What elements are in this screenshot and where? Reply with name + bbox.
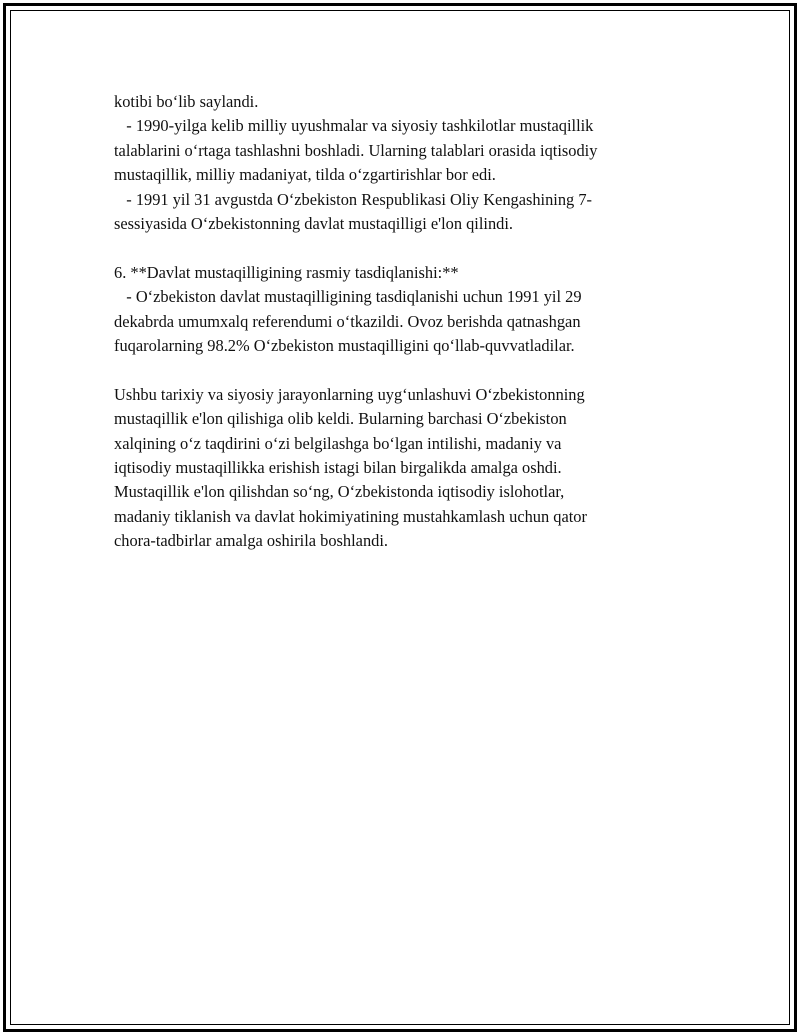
text-line: talablarini o‘rtaga tashlashni boshladi. Ularning talablari orasida iqtisodiy	[114, 140, 598, 160]
text-line: kotibi bo‘lib saylandi.	[114, 92, 259, 111]
document-body	[114, 90, 674, 554]
paragraph-block-2	[114, 261, 674, 359]
text-line: - 1990-yilga kelib milliy uyushmalar va siyosiy tashkilotlar mustaqillik	[114, 116, 594, 136]
text-line: - O‘zbekiston davlat mustaqilligining tasdiqlanishi uchun 1991 yil 29	[114, 287, 582, 307]
text-line: - 1991 yil 31 avgustda O‘zbekiston Respublikasi Oliy Kengashining 7-	[114, 189, 593, 209]
text-line: sessiyasida O‘zbekistonning davlat mustaqilligi e'lon qilindi.	[114, 214, 514, 234]
text-line: dekabrda umumxalq referendumi o‘tkazildi. Ovoz berishda qatnashgan	[114, 311, 581, 331]
text-line: iqtisodiy mustaqillikka erishish istagi bilan birgalikda amalga oshdi.	[114, 458, 562, 478]
text-line: mustaqillik, milliy madaniyat, tilda o‘zgartirishlar bor edi.	[114, 165, 496, 185]
paragraph-gap	[114, 358, 674, 382]
paragraph-gap	[114, 236, 674, 260]
text-line: chora-tadbirlar amalga oshirila boshlandi.	[114, 531, 388, 551]
text-line: mustaqillik e'lon qilishiga olib keldi. Bularning barchasi O‘zbekiston	[114, 409, 567, 429]
text-line: Ushbu tarixiy va siyosiy jarayonlarning uyg‘unlashuvi O‘zbekistonning	[114, 384, 585, 404]
text-line: xalqining o‘z taqdirini o‘zi belgilashga bo‘lgan intilishi, madaniy va	[114, 433, 562, 453]
text-line: Mustaqillik e'lon qilishdan so‘ng, O‘zbekistonda iqtisodiy islohotlar,	[114, 482, 565, 502]
text-line: fuqarolarning 98.2% O‘zbekiston mustaqilligini qo‘llab-quvvatladilar.	[114, 336, 575, 356]
paragraph-block-1	[114, 90, 674, 236]
text-line: madaniy tiklanish va davlat hokimiyatining mustahkamlash uchun qator	[114, 506, 587, 526]
paragraph-block-3	[114, 383, 674, 554]
section-heading: 6. **Davlat mustaqilligining rasmiy tasdiqlanishi:**	[114, 262, 459, 282]
